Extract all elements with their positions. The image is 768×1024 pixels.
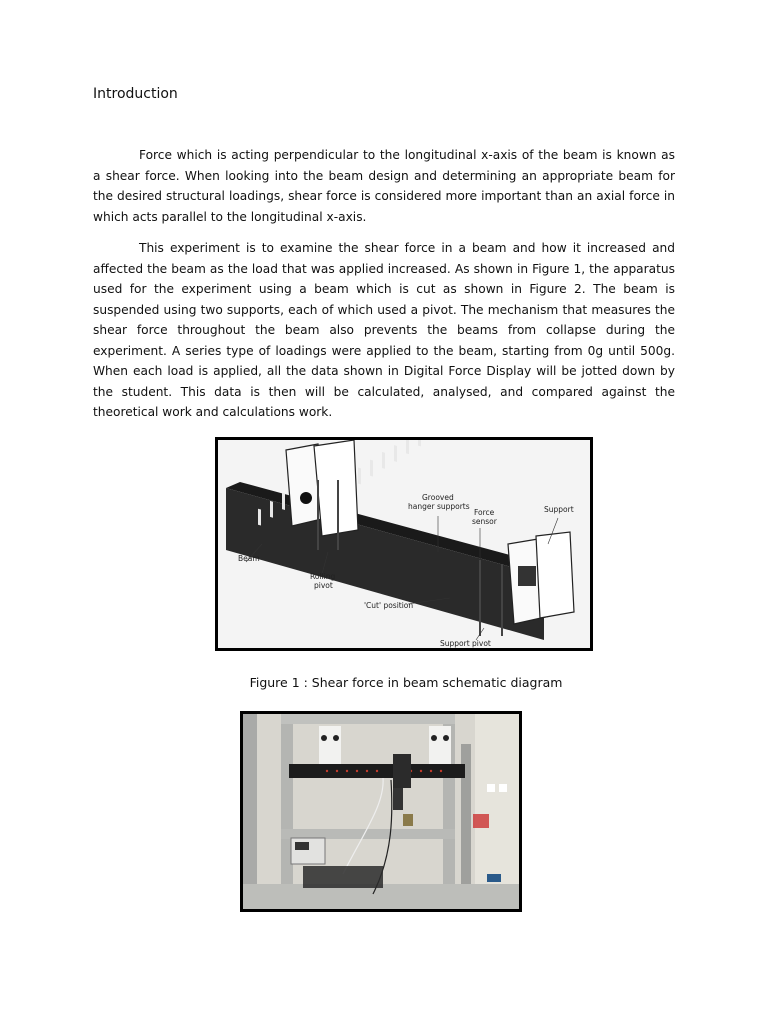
label-rolling: Rolling bbox=[310, 572, 336, 581]
paragraph-1: Force which is acting perpendicular to the longitudinal x-axis of the beam is known as a shear force. When looking into the beam design and determining an appropriate beam for the desired structural loadings, shear force is considered more important than an axial force in which acts parallel to the longitudinal x-axis. bbox=[93, 148, 675, 224]
figure-1-schematic bbox=[215, 437, 593, 651]
label-cut-position: 'Cut' position bbox=[364, 601, 414, 610]
figure-1-caption: Figure 1 : Shear force in beam schematic diagram bbox=[249, 675, 563, 690]
apparatus-photo bbox=[243, 714, 519, 909]
label-support-pivot: Support pivot bbox=[440, 639, 491, 648]
label-support: Support bbox=[544, 505, 574, 514]
label-grooved: Grooved bbox=[422, 493, 454, 502]
paragraph-2: This experiment is to examine the shear force in a beam and how it increased and affected the beam as the load that was applied increased. As shown in Figure 1, the apparatus used for the experiment using a beam which is cut as shown in Figure 2. The beam is suspended using two supports, each of which used a pivot. The mechanism that measures the shear force throughout the beam also prevents the beams from collapse during the experiment. A series type of loadings were applied to the beam, starting from 0g until 500g. When each load is applied, all the data shown in Digital Force Display will be jotted down by the student. This data is then will be calculated, analysed, and compared against the theoretical work and calculations work. bbox=[93, 241, 675, 419]
label-sensor: sensor bbox=[472, 517, 497, 526]
figure-2-photo bbox=[240, 711, 522, 912]
label-beam: Beam bbox=[238, 554, 260, 563]
section-heading: Introduction bbox=[93, 86, 178, 102]
label-pivot: pivot bbox=[314, 581, 333, 590]
schematic-diagram bbox=[218, 440, 590, 648]
label-hanger-supports: hanger supports bbox=[408, 502, 470, 511]
label-force: Force bbox=[474, 508, 495, 517]
